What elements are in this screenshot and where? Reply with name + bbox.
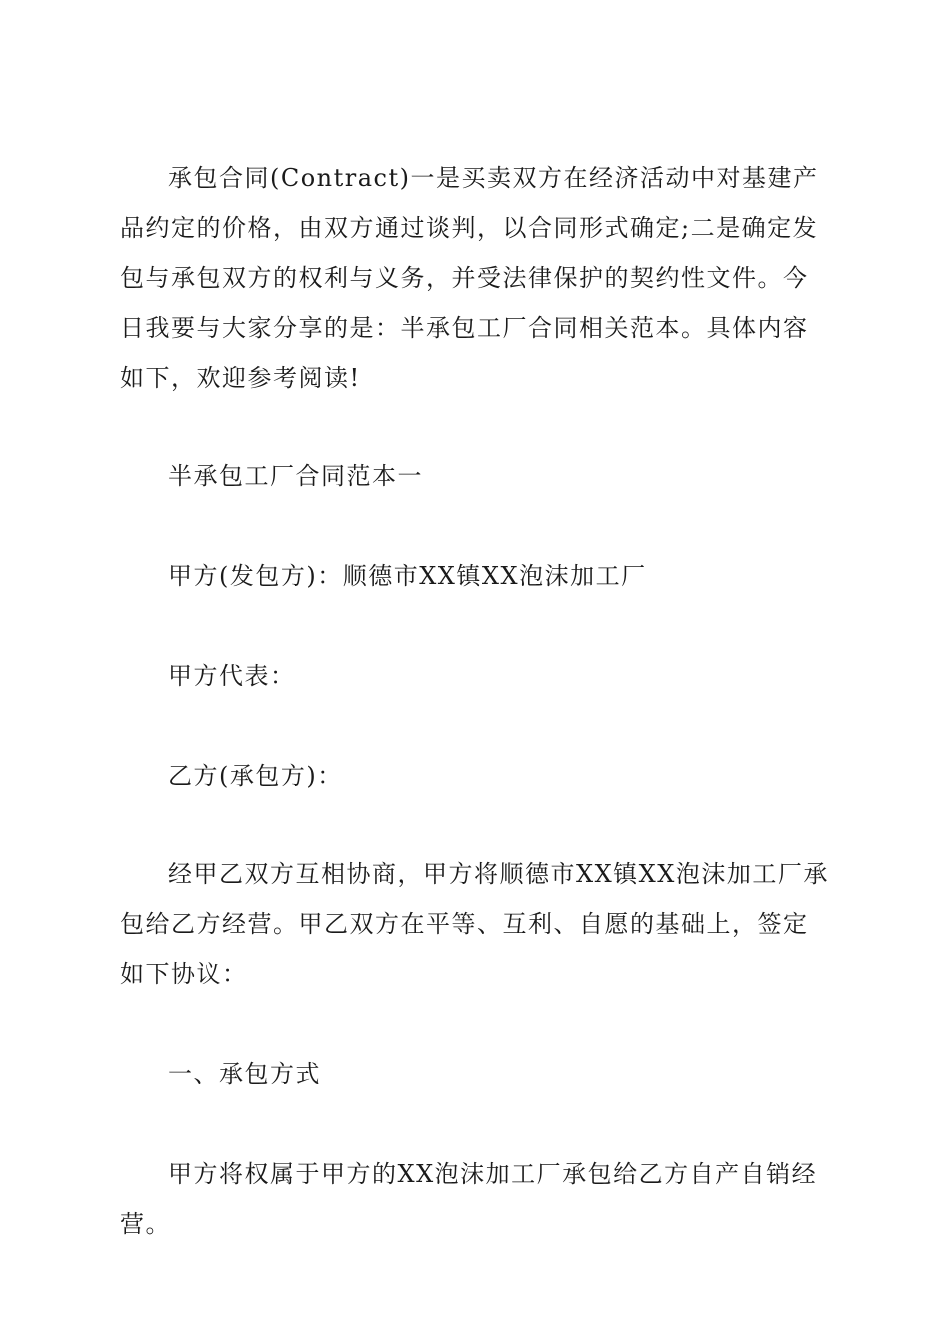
party-a-line: 甲方(发包方)：顺德市XX镇XX泡沫加工厂 [168,562,647,590]
intro-paragraph: 承包合同(Contract)一是买卖双方在经济活动中对基建产品约定的价格，由双方通过谈判，以合同形式确定;二是确定发包与承包双方的权利与义务，并受法律保护的契约性文件。今日我要与大家分享的是：半承包工厂合同相关范本。具体内容如下，欢迎参考阅读! [120,164,819,392]
contract-sample-heading: 半承包工厂合同范本一 [168,462,423,490]
agreement-paragraph: 经甲乙双方互相协商，甲方将顺德市XX镇XX泡沫加工厂承包给乙方经营。甲乙双方在平等、互利、自愿的基础上，签定如下协议： [120,860,829,988]
party-b-line: 乙方(承包方)： [168,762,343,790]
party-a-representative-line: 甲方代表： [168,662,296,690]
section-1-title: 一、承包方式 [168,1060,321,1088]
section-1-body: 甲方将权属于甲方的XX泡沫加工厂承包给乙方自产自销经营。 [120,1160,818,1238]
